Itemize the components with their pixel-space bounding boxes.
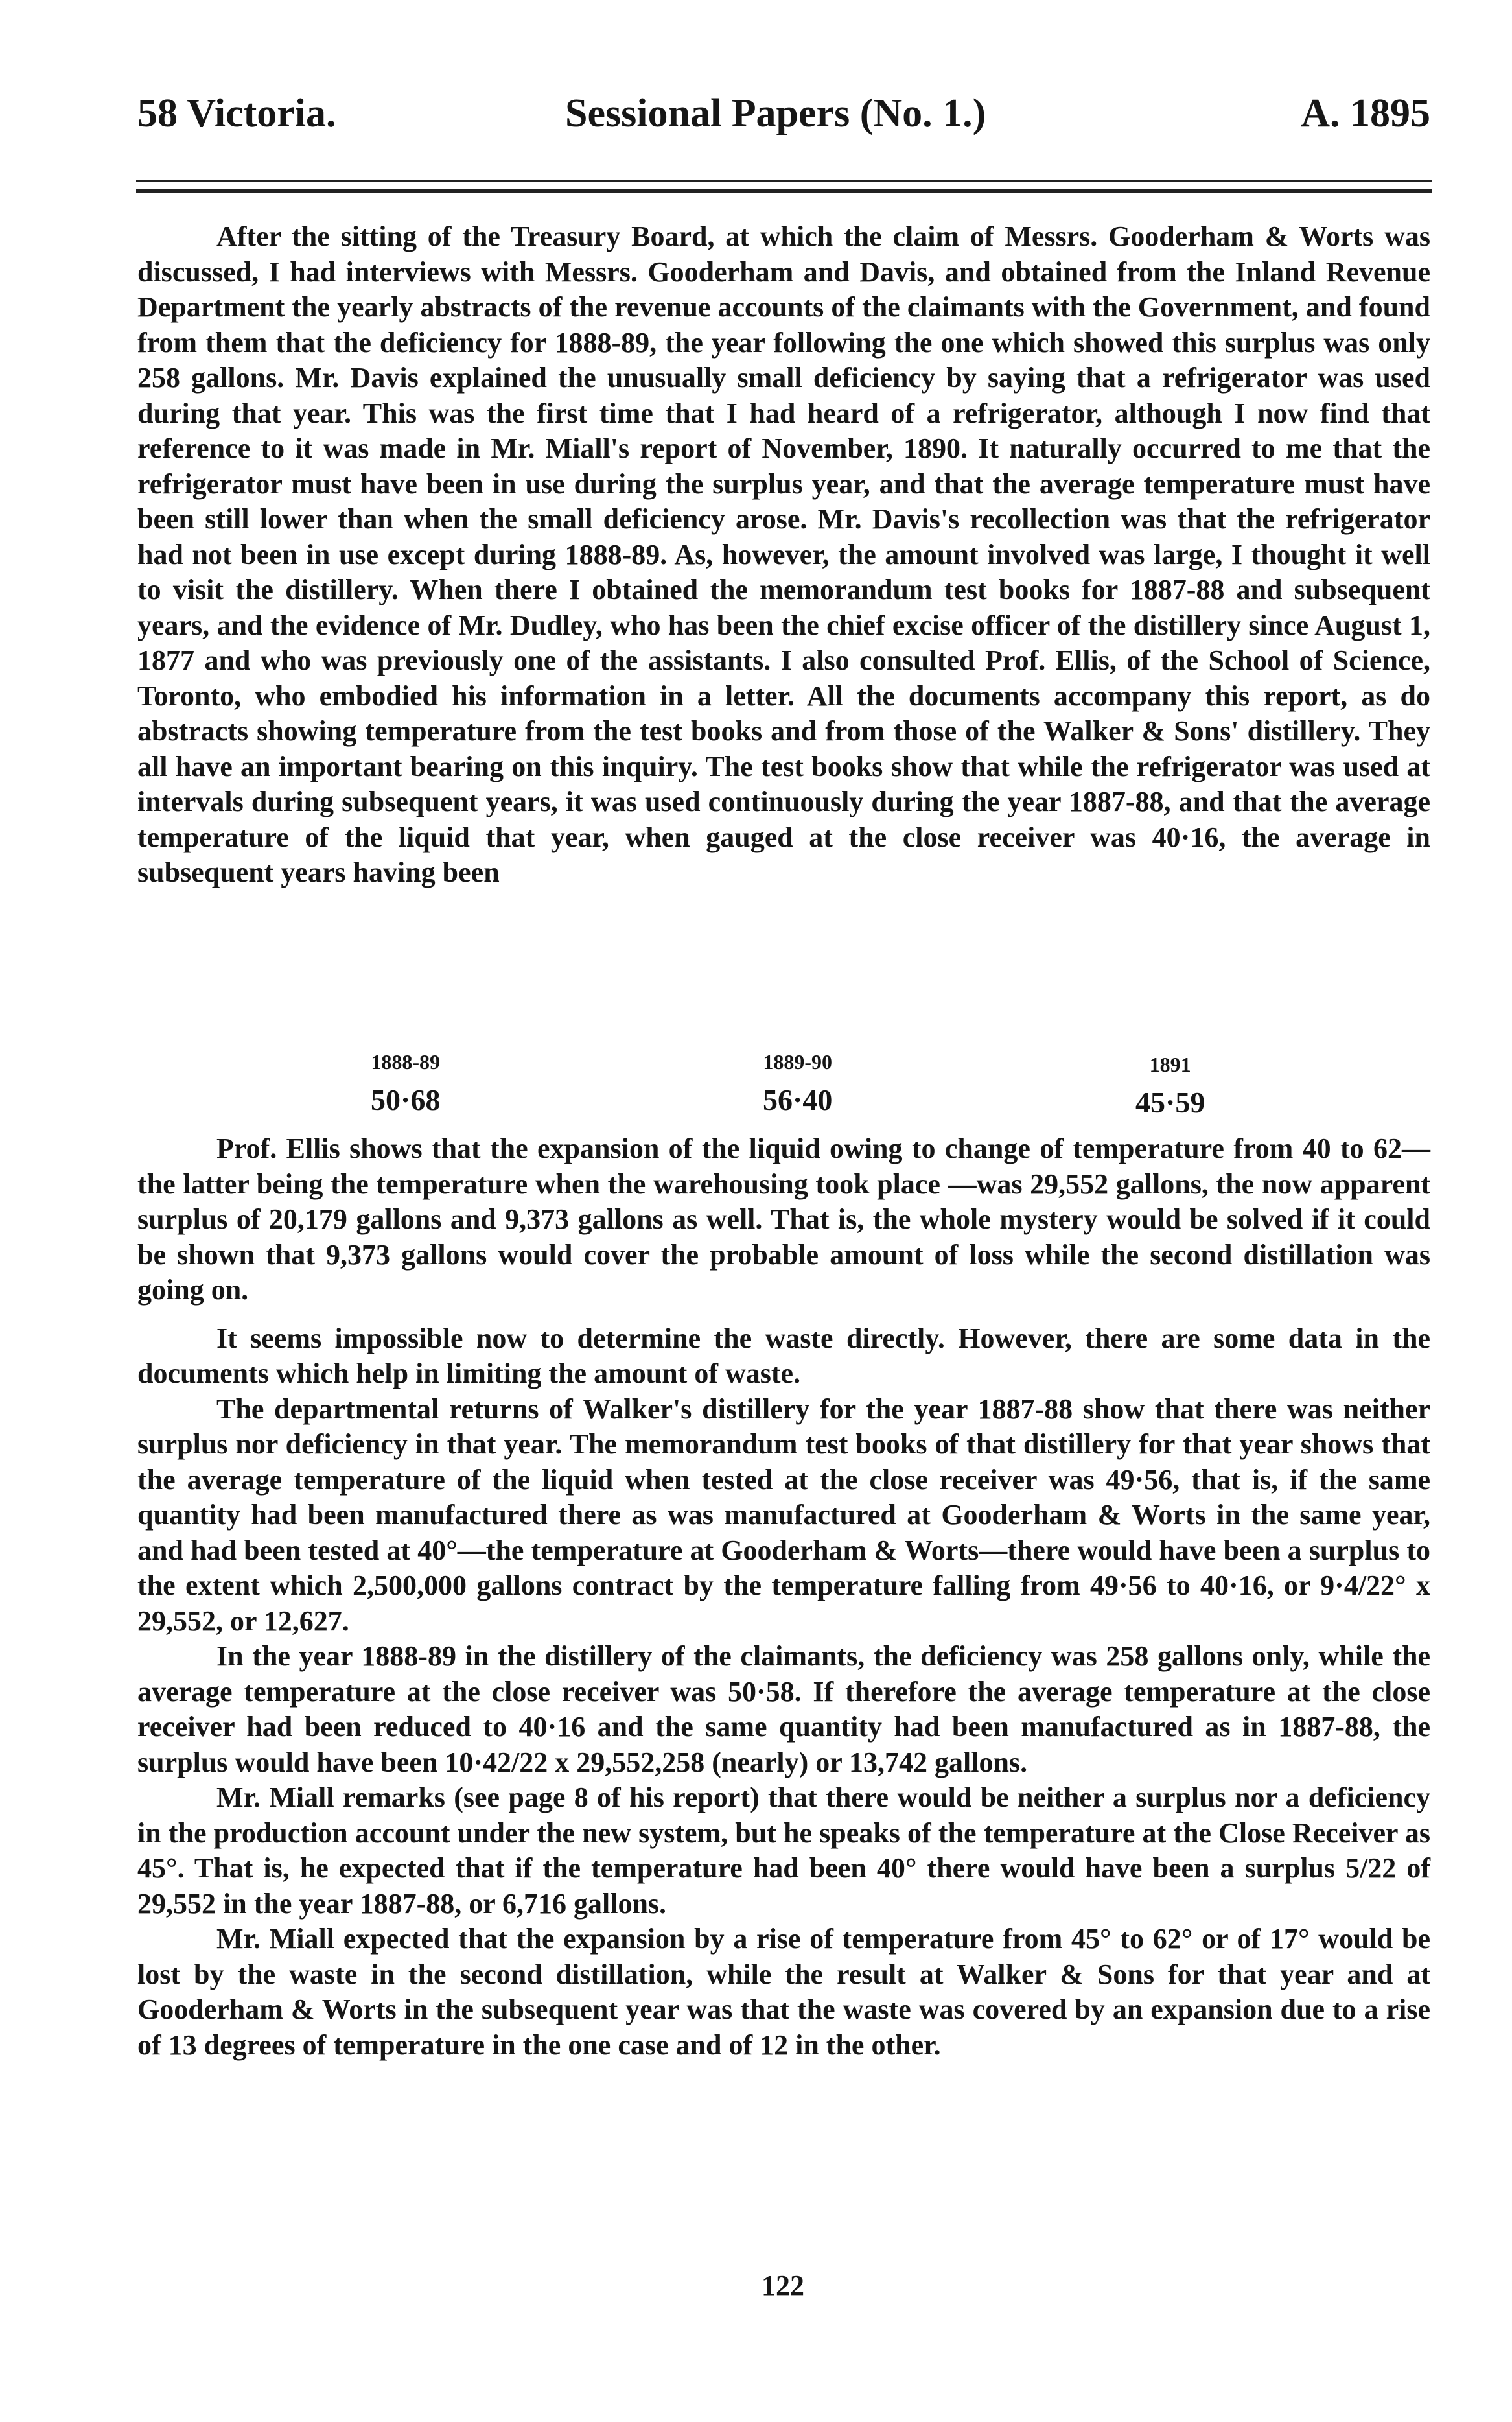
temperature-column	[371, 1050, 440, 1117]
paragraph: The departmental returns of Walker's distillery for the year 1887-88 show that there was neither surplus nor deficiency in that year. The memorandum test books of that distillery for that year shows that the average temperature of the liquid when tested at the close receiver was 49·56, that is, if the same quantity had been manufactured there as was manufactured at Gooderham & Worts in the same year, and had been tested at 40°—the temperature at Gooderham & Worts—there would have been a surplus to the extent which 2,500,000 gallons contract by the temperature falling from 49·56 to 40·16, or 9·4/22° x 29,552, or 12,627.	[137, 1393, 1430, 1637]
header-volume: 58 Victoria.	[137, 91, 336, 135]
header-rule-thick	[136, 189, 1432, 193]
paragraph: Prof. Ellis shows that the expansion of the liquid owing to change of temperature from 40 to 62—the latter being the temperature when the warehousing took place —was 29,552 gallons, the now apparent surplus of 20,179 gallons and 9,373 gallons as well. That is, the whole mystery would be solved if it could be shown that 9,373 gallons would cover the probable amount of loss while the second distillation was going on.	[137, 1133, 1430, 1306]
temperature-year: 1891	[1149, 1053, 1191, 1076]
paragraph: Mr. Miall expected that the expansion by a rise of temperature from 45° to 62° or of 17° would be lost by the waste in the second distillation, while the result at Walker & Sons for that year and at Gooderham & Worts in the subsequent year was that the waste was covered by an expansion due to a rise of 13 degrees of temperature in the one case and of 12 in the other.	[137, 1923, 1430, 2061]
page-number: 122	[762, 2270, 804, 2301]
paragraph: After the sitting of the Treasury Board, at which the claim of Messrs. Gooderham & Worts was discussed, I had interviews with Messrs. Gooderham and Davis, and obtained from the Inland Revenue Department the yearly abstracts of the revenue accounts of the claimants with the Government, and found from them that the deficiency for 1888-89, the year following the one which showed this surplus was only 258 gallons. Mr. Davis explained the unusually small deficiency by saying that a refrigerator was used during that year. This was the first time that I had heard of a refrigerator, although I now find that reference to it was made in Mr. Miall's report of November, 1890. It naturally occurred to me that the refrigerator must have been in use during the surplus year, and that the average temperature must have been still lower than when the small deficiency arose. Mr. Davis's recollection was that the refrigerator had not been in use except during 1888-89. As, however, the amount involved was large, I thought it well to visit the distillery. When there I obtained the memorandum test books for 1887-88 and subsequent years, and the evidence of Mr. Dudley, who has been the chief excise officer of the distillery since August 1, 1877 and who was previously one of the assistants. I also consulted Prof. Ellis, of the School of Science, Toronto, who embodied his information in a letter. All the documents accompany this report, as do abstracts showing temperature from the test books and from those of the Walker & Sons' distillery. They all have an important bearing on this inquiry. The test books show that while the refrigerator was used at intervals during subsequent years, it was used continuously during the year 1887-88, and that the average temperature of the liquid that year, when gauged at the close receiver was 40·16, the average in subsequent years having been	[137, 220, 1430, 888]
paragraph: In the year 1888-89 in the distillery of the claimants, the deficiency was 258 gallons only, while the average temperature at the close receiver was 50·58. If therefore the average temperature at the close receiver had been reduced to 40·16 and the same quantity had been manufactured as in 1887-88, the surplus would have been 10·42/22 x 29,552,258 (nearly) or 13,742 gallons.	[137, 1640, 1430, 1778]
header-title: Sessional Papers (No. 1.)	[565, 91, 986, 135]
temperature-year: 1888-89	[371, 1050, 440, 1074]
paragraph: Mr. Miall remarks (see page 8 of his report) that there would be neither a surplus nor a deficiency in the production account under the new system, but he speaks of the temperature at the Close Receiver as 45°. That is, he expected that if the temperature had been 40° there would have been a surplus 5/22 of 29,552 in the year 1887-88, or 6,716 gallons.	[137, 1781, 1430, 1920]
temperature-table	[137, 1050, 1430, 1128]
temperature-value: 50·68	[371, 1083, 441, 1116]
temperature-column	[1135, 1053, 1205, 1120]
header-rule-thin	[136, 180, 1432, 182]
body-text-bottom	[137, 1131, 1430, 2063]
header-year: A. 1895	[1301, 91, 1430, 135]
temperature-value: 56·40	[763, 1083, 833, 1116]
paragraph: It seems impossible now to determine the waste directly. However, there are some data in the documents which help in limiting the amount of waste.	[137, 1322, 1430, 1389]
temperature-column	[763, 1050, 832, 1117]
temperature-year: 1889-90	[763, 1050, 832, 1074]
body-text-top	[137, 219, 1430, 891]
temperature-value: 45·59	[1135, 1086, 1205, 1119]
page-header	[137, 91, 1430, 149]
